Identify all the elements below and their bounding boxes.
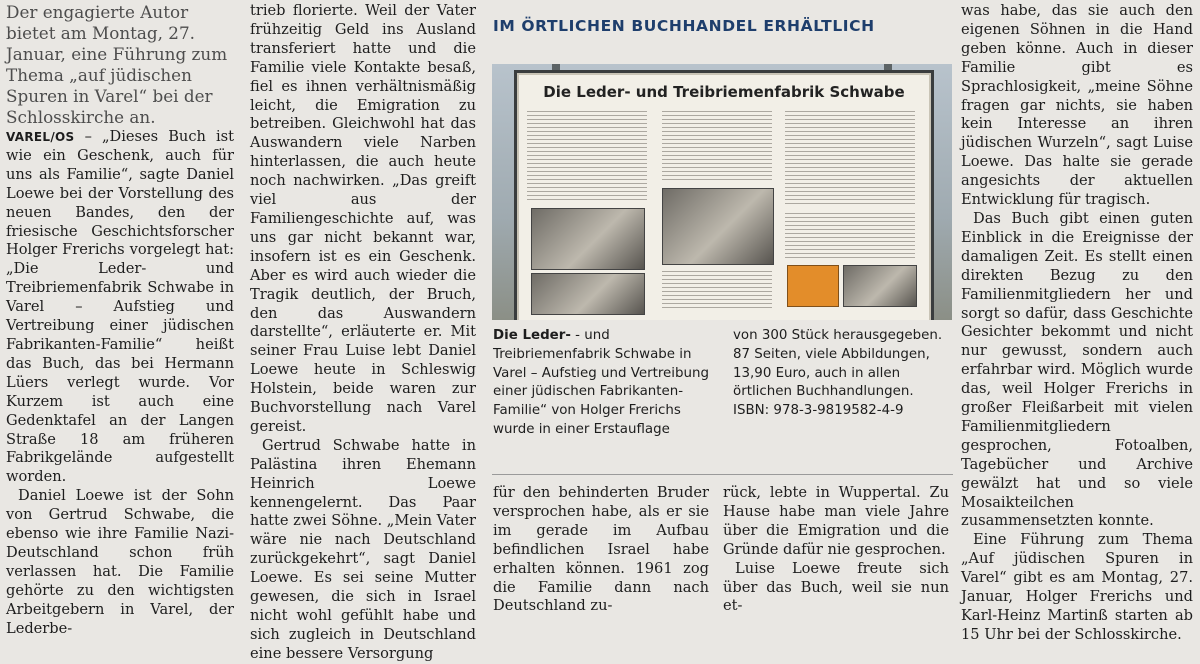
article-paragraph: Gertrud Schwabe hatte in Palästina ihren Ehemann Heinrich Loewe kennengelernt. Das Paar hatte zwei Söhne. „Mein Vater wäre nie nach Deutschland zurückgekehrt“, sagt Daniel Loewe. Es sei seine Mutter gewesen, die sich in Israel nicht wohl gefühlt habe und sich zugleich in Deutschland eine bessere Versorgung <box>250 436 476 662</box>
article-column-5 <box>961 2 1193 645</box>
article-paragraph: rück, lebte in Wuppertal. Zu Hause habe man viele Jahre über die Emigration und die Gründe dafür nie gesprochen. <box>723 484 949 558</box>
memorial-plaque <box>514 70 934 320</box>
article-paragraph: was habe, das sie auch den eigenen Söhnen in die Hand geben könne. Auch in dieser Familie gibt es Sprachlosigkeit, „meine Söhne fragen gar nichts, sie haben kein Interesse an ihren jüdischen Wurzeln“, sagt Luise Loewe. Das halte sie gerade angesichts der aktuellen Entwicklung für tragisch. <box>961 2 1193 209</box>
plaque-title: Die Leder- und Treibriemenfabrik Schwabe <box>543 83 905 101</box>
article-paragraph: Eine Führung zum Thema „Auf jüdischen Spuren in Varel“ gibt es am Montag, 27. Januar, Holger Frerichs und Karl-Heinz Martinß starten ab 15 Uhr bei der Schlosskirche. <box>961 531 1193 643</box>
plaque-text-block <box>527 111 647 201</box>
article-paragraph: VAREL/OS – „Dieses Buch ist wie ein Geschenk, auch für uns als Familie“, sagte Daniel Loewe bei der Vorstellung des neuen Bandes, den der friesische Geschichtsforscher Holger Frerichs vorgelegt hat: „Die Leder- und Treibriemenfabrik Schwabe in Varel – Aufstieg und Vertreibung einer jüdischen Fabrikanten-Familie“ heißt das Buch, das bei Hermann Lüers verlegt wurde. Vor Kurzem ist auch eine Gedenktafel an der Langen Straße 18 am früheren Fabrikgelände aufgestellt worden. <box>6 128 234 486</box>
article-paragraph: trieb florierte. Weil der Vater frühzeitig Geld ins Ausland transferiert hatte und die Familie viele Kontakte besaß, fiel es ihnen verhältnismäßig leicht, die Emigration zu betreiben. Gleichwohl hat das Auswandern viele Narben hinterlassen, die auch heute noch nachwirken. „Das greift viel aus der Familiengeschichte auf, was uns gar nicht bekannt war, insofern ist es ein Geschenk. Aber es wird auch wieder die Tragik deutlich, der Bruch, den das Auswandern darstellte“, erläuterte er. Mit seiner Frau Luise lebt Daniel Loewe heute in Schleswig Holstein, beide waren zur Buchvorstellung nach Varel gereist. <box>250 2 476 435</box>
article-paragraph: Das Buch gibt einen guten Einblick in die Ereignisse der damaligen Zeit. Es stellt einen direkten Bezug zu den Familienmitgliedern her und sorgt so dafür, dass Geschichte Gesichter bekommt und nicht nur gewusst, sondern auch erfahrbar wird. Möglich wurde das, weil Holger Frerichs in großer Fleißarbeit mit vielen Familienmitgliedern gesprochen, Fotoalben, Tagebücher und Archive gewälzt hat und so viele Mosaikteilchen zusammensetzten konnte. <box>961 209 1193 530</box>
book-details: von 300 Stück herausgegeben. 87 Seiten, viele Abbildungen, 13,90 Euro, auch in allen örtlichen Buchhandlungen. ISBN: 978-3-9819582-4-9 <box>733 328 943 419</box>
plaque-text-block <box>785 213 915 258</box>
photo-caption: Die Leder- - und Treibriemenfabrik Schwabe in Varel – Aufstieg und Vertreibung einer jüdischen Fabrikanten-Familie“ von Holger Frerichs wurde in einer Erstauflage <box>493 328 709 437</box>
plaque-photo <box>843 265 917 307</box>
plaque-photo <box>531 208 645 270</box>
divider <box>492 474 953 475</box>
article-paragraph: Luise Loewe freute sich über das Buch, weil sie nun et- <box>723 559 949 615</box>
plaque-text-block <box>785 111 915 206</box>
plaque-photo <box>531 273 645 315</box>
article-column-1 <box>6 2 234 638</box>
dateline: VAREL/OS <box>6 130 75 144</box>
plaque-text-block <box>662 111 772 181</box>
sign-photo <box>492 64 952 320</box>
plaque-photo <box>662 188 774 265</box>
plaque-text-block <box>662 271 772 311</box>
article-column-3 <box>493 484 709 616</box>
article-column-2 <box>250 2 476 664</box>
article-column-4 <box>723 484 949 616</box>
article-paragraph: für den behinderten Bruder versprochen habe, als er sie im gerade im Aufbau befindlichen Israel habe erhalten können. 1961 zog die Familie dann nach Deutschland zu- <box>493 484 709 615</box>
caption-bold: Die Leder- <box>493 328 571 343</box>
article-lead: Der engagierte Autor bietet am Montag, 27. Januar, eine Führung zum Thema „auf jüdischen Spuren in Varel“ bei der Schlosskirche an. <box>6 2 228 127</box>
infobox-heading: IM ÖRTLICHEN BUCHHANDEL ERHÄLTLICH <box>493 17 875 35</box>
article-paragraph: Daniel Loewe ist der Sohn von Gertrud Schwabe, die ebenso wie ihre Familie Nazi-Deutschland schon früh verlassen hat. Die Familie gehörte zu den wichtigsten Arbeitgebern in Varel, der Lederbe- <box>6 487 234 637</box>
plaque-book-cover <box>787 265 839 307</box>
